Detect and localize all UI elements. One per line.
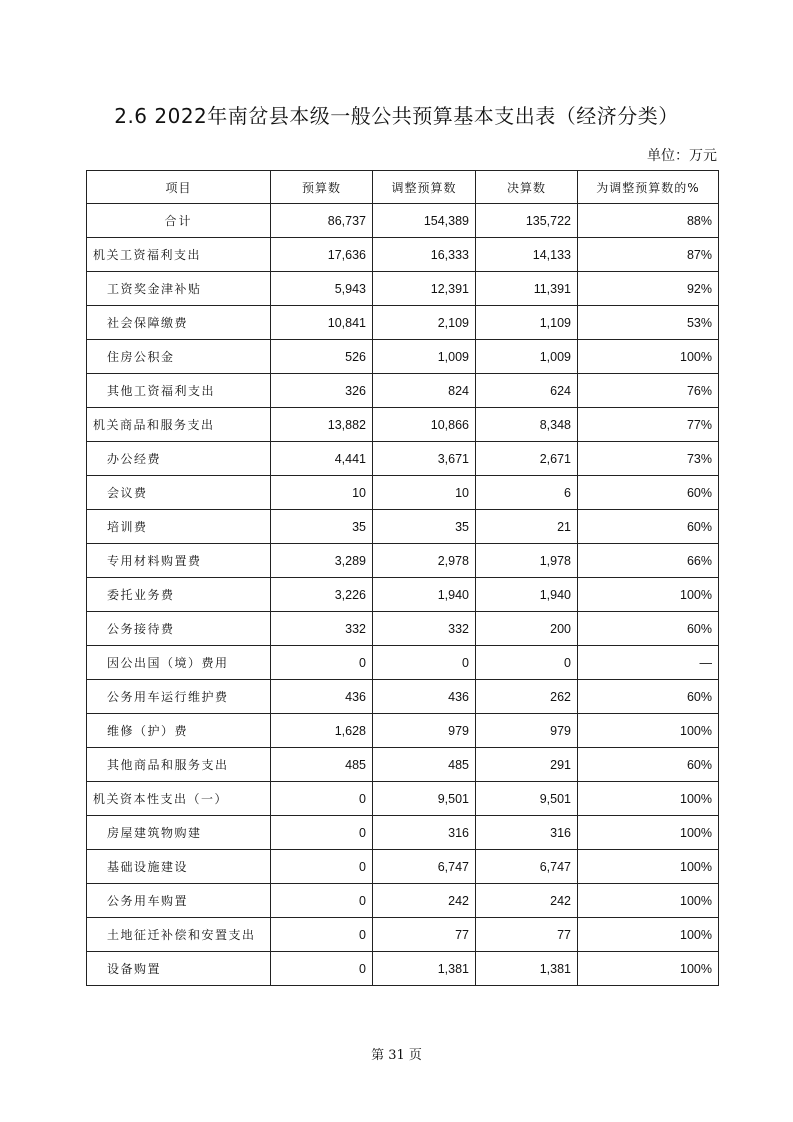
row-final-value: 316 (476, 816, 578, 850)
table-row (87, 272, 719, 306)
row-final-value: 6 (476, 476, 578, 510)
row-adjusted-value: 2,978 (373, 544, 476, 578)
row-percent-value: 100% (578, 884, 719, 918)
row-percent-value: 53% (578, 306, 719, 340)
row-percent-value: — (578, 646, 719, 680)
row-adjusted-value: 12,391 (373, 272, 476, 306)
row-percent-value: 100% (578, 850, 719, 884)
row-budget-value: 0 (271, 782, 373, 816)
row-item-name: 培训费 (87, 510, 271, 544)
row-adjusted-value: 16,333 (373, 238, 476, 272)
row-percent-value: 60% (578, 476, 719, 510)
row-adjusted-value: 436 (373, 680, 476, 714)
table-row (87, 476, 719, 510)
row-budget-value: 332 (271, 612, 373, 646)
table-row (87, 374, 719, 408)
row-final-value: 242 (476, 884, 578, 918)
row-budget-value: 0 (271, 816, 373, 850)
table-row (87, 782, 719, 816)
row-item-name: 委托业务费 (87, 578, 271, 612)
row-percent-value: 60% (578, 680, 719, 714)
row-adjusted-value: 154,389 (373, 204, 476, 238)
row-percent-value: 100% (578, 782, 719, 816)
row-percent-value: 60% (578, 510, 719, 544)
table-row (87, 748, 719, 782)
row-item-name: 维修（护）费 (87, 714, 271, 748)
row-percent-value: 87% (578, 238, 719, 272)
row-budget-value: 3,289 (271, 544, 373, 578)
row-adjusted-value: 485 (373, 748, 476, 782)
row-item-name: 其他工资福利支出 (87, 374, 271, 408)
row-final-value: 1,940 (476, 578, 578, 612)
table-row (87, 612, 719, 646)
row-item-name: 机关商品和服务支出 (87, 408, 271, 442)
row-percent-value: 100% (578, 952, 719, 986)
row-final-value: 291 (476, 748, 578, 782)
row-item-name: 设备购置 (87, 952, 271, 986)
row-adjusted-value: 316 (373, 816, 476, 850)
row-final-value: 979 (476, 714, 578, 748)
row-percent-value: 76% (578, 374, 719, 408)
row-budget-value: 13,882 (271, 408, 373, 442)
row-final-value: 1,978 (476, 544, 578, 578)
row-item-name: 住房公积金 (87, 340, 271, 374)
row-adjusted-value: 6,747 (373, 850, 476, 884)
row-budget-value: 35 (271, 510, 373, 544)
row-adjusted-value: 35 (373, 510, 476, 544)
row-percent-value: 100% (578, 816, 719, 850)
row-item-name: 办公经费 (87, 442, 271, 476)
row-final-value: 14,133 (476, 238, 578, 272)
row-budget-value: 10,841 (271, 306, 373, 340)
page-number: 第 31 页 (371, 1048, 422, 1063)
row-percent-value: 100% (578, 578, 719, 612)
table-row (87, 238, 719, 272)
table-row (87, 816, 719, 850)
row-item-name: 合计 (87, 204, 271, 238)
table-row (87, 714, 719, 748)
row-percent-value: 60% (578, 748, 719, 782)
header-item: 项目 (87, 171, 271, 204)
table-row (87, 918, 719, 952)
table-row (87, 884, 719, 918)
row-final-value: 8,348 (476, 408, 578, 442)
row-item-name: 专用材料购置费 (87, 544, 271, 578)
row-budget-value: 3,226 (271, 578, 373, 612)
table-header-row (87, 171, 719, 204)
row-final-value: 1,109 (476, 306, 578, 340)
row-final-value: 2,671 (476, 442, 578, 476)
row-percent-value: 100% (578, 714, 719, 748)
row-adjusted-value: 10 (373, 476, 476, 510)
row-final-value: 9,501 (476, 782, 578, 816)
row-adjusted-value: 979 (373, 714, 476, 748)
row-adjusted-value: 77 (373, 918, 476, 952)
table-row (87, 952, 719, 986)
row-final-value: 135,722 (476, 204, 578, 238)
row-adjusted-value: 10,866 (373, 408, 476, 442)
row-item-name: 公务用车运行维护费 (87, 680, 271, 714)
row-budget-value: 485 (271, 748, 373, 782)
header-final: 决算数 (476, 171, 578, 204)
table-row (87, 510, 719, 544)
row-final-value: 21 (476, 510, 578, 544)
header-budget: 预算数 (271, 171, 373, 204)
table-row (87, 850, 719, 884)
row-item-name: 会议费 (87, 476, 271, 510)
unit-label: 单位：万元 (647, 148, 717, 164)
row-item-name: 因公出国（境）费用 (87, 646, 271, 680)
table-row (87, 646, 719, 680)
row-item-name: 工资奖金津补贴 (87, 272, 271, 306)
row-percent-value: 100% (578, 918, 719, 952)
header-percent: 为调整预算数的% (578, 171, 719, 204)
row-budget-value: 436 (271, 680, 373, 714)
table-row (87, 578, 719, 612)
budget-table (86, 170, 719, 986)
row-budget-value: 0 (271, 884, 373, 918)
row-adjusted-value: 1,381 (373, 952, 476, 986)
row-percent-value: 66% (578, 544, 719, 578)
page-title: 2.6 2022年南岔县本级一般公共预算基本支出表（经济分类） (114, 104, 679, 128)
row-adjusted-value: 824 (373, 374, 476, 408)
row-adjusted-value: 3,671 (373, 442, 476, 476)
row-budget-value: 86,737 (271, 204, 373, 238)
row-adjusted-value: 332 (373, 612, 476, 646)
table-row (87, 680, 719, 714)
table-row (87, 544, 719, 578)
row-budget-value: 0 (271, 952, 373, 986)
row-adjusted-value: 9,501 (373, 782, 476, 816)
row-final-value: 200 (476, 612, 578, 646)
row-final-value: 624 (476, 374, 578, 408)
row-budget-value: 0 (271, 646, 373, 680)
row-percent-value: 60% (578, 612, 719, 646)
row-final-value: 1,381 (476, 952, 578, 986)
row-item-name: 公务用车购置 (87, 884, 271, 918)
row-final-value: 262 (476, 680, 578, 714)
row-adjusted-value: 1,009 (373, 340, 476, 374)
row-item-name: 土地征迁补偿和安置支出 (87, 918, 271, 952)
row-percent-value: 100% (578, 340, 719, 374)
row-item-name: 其他商品和服务支出 (87, 748, 271, 782)
row-budget-value: 10 (271, 476, 373, 510)
row-budget-value: 0 (271, 850, 373, 884)
row-item-name: 社会保障缴费 (87, 306, 271, 340)
row-item-name: 机关资本性支出（一） (87, 782, 271, 816)
table-row (87, 306, 719, 340)
row-budget-value: 5,943 (271, 272, 373, 306)
row-budget-value: 4,441 (271, 442, 373, 476)
row-budget-value: 326 (271, 374, 373, 408)
row-adjusted-value: 1,940 (373, 578, 476, 612)
row-adjusted-value: 0 (373, 646, 476, 680)
row-budget-value: 526 (271, 340, 373, 374)
row-final-value: 6,747 (476, 850, 578, 884)
row-budget-value: 0 (271, 918, 373, 952)
row-final-value: 11,391 (476, 272, 578, 306)
row-budget-value: 17,636 (271, 238, 373, 272)
row-percent-value: 88% (578, 204, 719, 238)
row-item-name: 公务接待费 (87, 612, 271, 646)
table-row (87, 340, 719, 374)
row-item-name: 机关工资福利支出 (87, 238, 271, 272)
row-item-name: 房屋建筑物购建 (87, 816, 271, 850)
header-adjusted: 调整预算数 (373, 171, 476, 204)
row-percent-value: 92% (578, 272, 719, 306)
row-adjusted-value: 242 (373, 884, 476, 918)
row-final-value: 0 (476, 646, 578, 680)
row-item-name: 基础设施建设 (87, 850, 271, 884)
row-final-value: 1,009 (476, 340, 578, 374)
row-final-value: 77 (476, 918, 578, 952)
row-percent-value: 73% (578, 442, 719, 476)
row-adjusted-value: 2,109 (373, 306, 476, 340)
table-row (87, 442, 719, 476)
row-percent-value: 77% (578, 408, 719, 442)
row-budget-value: 1,628 (271, 714, 373, 748)
table-row (87, 204, 719, 238)
table-row (87, 408, 719, 442)
